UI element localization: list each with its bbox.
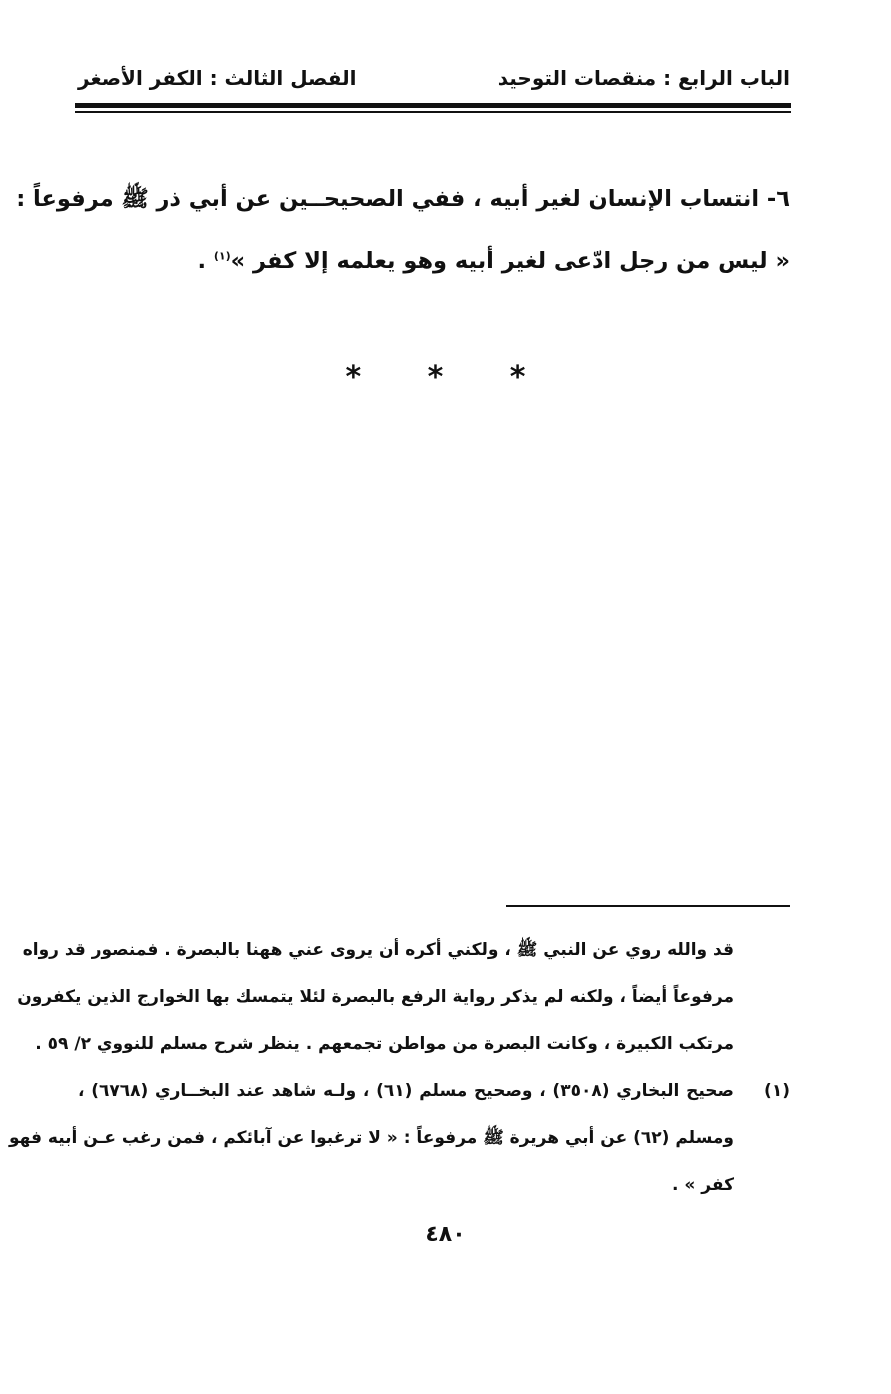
header-rule-thin <box>75 111 791 113</box>
footnote-1-line <box>78 1068 790 1115</box>
footnote-1-line: ومسلم (٦٢) عن أبي هريرة ﷺ مرفوعاً : « لا ترغبوا عن آبائكم ، فمن رغب عـن أبيه فهو <box>8 1128 734 1148</box>
main-line <box>78 230 790 292</box>
running-header <box>78 58 790 98</box>
main-text <box>16 168 790 292</box>
separator-star: * <box>427 360 464 395</box>
main-line-text: ٦- انتساب الإنسان لغير أبيه ، ففي الصحيحــين عن أبي ذر ﷺ مرفوعاً : <box>16 186 790 212</box>
footnote-continuation-line: مرتكب الكبيرة ، وكانت البصرة من مواطن تجمعهم . ينظر شرح مسلم للنووي ٢/ ٥٩ . <box>35 1034 734 1054</box>
footnote-rule <box>506 905 790 907</box>
sentence-end: . <box>197 248 214 274</box>
footnote-1-line: كفر » . <box>672 1175 734 1195</box>
footnote-continuation-line: مرفوعاً أيضاً ، ولكنه لم يذكر رواية الرفع بالبصرة لئلا يتمسك بها الخوارج الذين يكفرون <box>17 987 734 1007</box>
footnote-number: (١) <box>764 1081 790 1101</box>
footnote-reference: (١) <box>213 249 231 263</box>
separator-star: * <box>345 360 382 395</box>
footnotes <box>8 927 790 1209</box>
chapter-title: الفصل الثالث : الكفر الأصغر <box>78 66 357 90</box>
hadith-quote: « ليس من رجل ادّعى لغير أبيه وهو يعلمه إلا كفر » <box>230 248 790 274</box>
page-number: ٤٨٠ <box>425 1222 466 1247</box>
part-title: الباب الرابع : منقصات التوحيد <box>497 66 790 90</box>
footnote-1-text: صحيح البخاري (٣٥٠٨) ، وصحيح مسلم (٦١) ، ولـه شاهد عند البخــاري (٦٧٦٨) ، <box>78 1081 734 1101</box>
header-rule-thick <box>75 103 791 108</box>
separator-star: * <box>509 360 546 395</box>
footnote-continuation-line: قد والله روي عن النبي ﷺ ، ولكني أكره أن يروى عني ههنا بالبصرة . فمنصور قد رواه <box>22 940 734 960</box>
main-line <box>16 168 790 230</box>
section-separator <box>0 360 891 395</box>
